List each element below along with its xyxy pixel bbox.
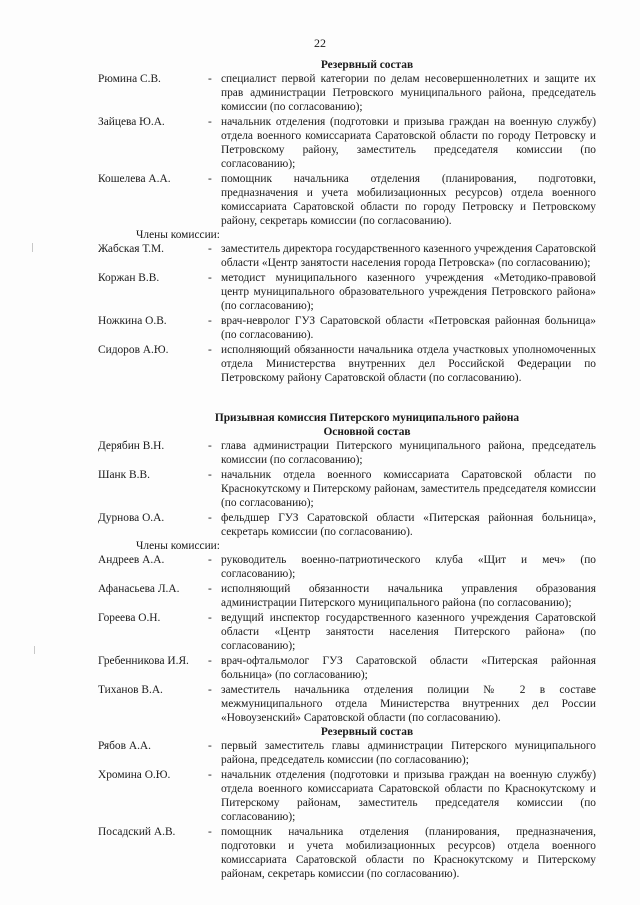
dash-separator: -: [208, 315, 212, 327]
member-position: ведущий инспектор государственного казенного учреждения Саратовской области «Центр занятости населения Питерского района» (по согласованию);: [221, 612, 596, 652]
dash-separator: -: [208, 73, 212, 85]
member-name: Кошелева А.А.: [98, 173, 171, 185]
member-position: начальник отделения (подготовки и призыва граждан на военную службу) отдела военного комиссариата Саратовской области по Краснокутскому и Питерскому районам, заместитель председателя комиссии (по согласованию);: [221, 769, 596, 823]
member-name: Гореева О.Н.: [98, 612, 161, 624]
dash-separator: -: [208, 243, 212, 255]
member-name: Жабская Т.М.: [98, 243, 164, 255]
member-name: Рюмина С.В.: [98, 73, 161, 85]
member-position: врач-невролог ГУЗ Саратовской области «Петровская районная больница» (по согласованию).: [221, 315, 596, 341]
member-name: Коржан В.В.: [98, 272, 160, 284]
member-name: Тиханов В.А.: [98, 684, 163, 696]
commission-member-row: [98, 611, 596, 653]
commission-member-row: [98, 72, 596, 114]
member-position: начальник отделения (подготовки и призыва граждан на военную службу) отдела военного комиссариата Саратовской области по городу Петровску и Петровскому району, заместитель председателя комиссии (по согласованию);: [221, 116, 596, 170]
commission-member-row: [98, 343, 596, 385]
section-heading: Резервный состав: [320, 726, 414, 738]
dash-separator: -: [208, 612, 212, 624]
dash-separator: -: [208, 655, 212, 667]
commission-member-row: [98, 683, 596, 725]
dash-separator: -: [208, 440, 212, 452]
dash-separator: -: [208, 554, 212, 566]
commission-member-row: [98, 511, 596, 539]
dash-separator: -: [208, 272, 212, 284]
member-position: врач-офтальмолог ГУЗ Саратовской области «Питерская районная больница» (по согласованию);: [221, 655, 596, 681]
page-number: 22: [314, 36, 326, 50]
member-position: заместитель директора государственного казенного учреждения Саратовской области «Центр занятости населения города Петровска» (по согласованию);: [221, 243, 596, 269]
commission-member-row: [98, 768, 596, 824]
dash-separator: -: [208, 684, 212, 696]
section-heading: Призывная комиссия Питерского муниципального района: [214, 412, 520, 424]
member-position: фельдшер ГУЗ Саратовской области «Питерская районная больница», секретарь комиссии (по согласованию).: [221, 512, 596, 538]
member-position: первый заместитель главы администрации Питерского муниципального района, председатель комиссии (по согласованию);: [221, 740, 596, 766]
section-heading: Резервный состав: [320, 59, 414, 71]
member-name: Афанасьева Л.А.: [98, 583, 180, 595]
dash-separator: -: [208, 740, 212, 752]
member-position: методист муниципального казенного учреждения «Методико-правовой центр муниципального образовательного учреждения Петровского района» (по согласованию);: [221, 272, 596, 312]
member-position: руководитель военно-патриотического клуба «Щит и меч» (по согласованию);: [221, 554, 596, 580]
dash-separator: -: [208, 512, 212, 524]
member-position: исполняющий обязанности начальника управления образования администрации Питерского муниципального района (по согласованию);: [221, 583, 596, 609]
commission-member-row: [98, 314, 596, 342]
member-name: Дерябин В.Н.: [98, 440, 165, 452]
member-position: глава администрации Питерского муниципального района, председатель комиссии (по согласованию);: [221, 440, 596, 466]
member-name: Рябов А.А.: [98, 740, 152, 752]
commission-member-row: [98, 739, 596, 767]
member-name: Дурнова О.А.: [98, 512, 165, 524]
scan-mark: [34, 646, 35, 654]
dash-separator: -: [208, 769, 212, 781]
members-label: Члены комиссии:: [136, 229, 220, 241]
commission-member-row: [98, 654, 596, 682]
member-name: Посадский А.В.: [98, 826, 176, 838]
dash-separator: -: [208, 469, 212, 481]
member-name: Андреев А.А.: [98, 554, 165, 566]
dash-separator: -: [208, 173, 212, 185]
member-position: начальник отдела военного комиссариата Саратовской области по Краснокутскому и Питерскому районам, заместитель председателя комиссии (по согласованию);: [221, 469, 596, 509]
commission-member-row: [98, 582, 596, 610]
commission-member-row: [98, 553, 596, 581]
member-name: Хромина О.Ю.: [98, 769, 171, 781]
commission-member-row: [98, 172, 596, 228]
dash-separator: -: [208, 116, 212, 128]
member-position: заместитель начальника отделения полиции № 2 в составе межмуниципального отдела Министерства внутренних дел России «Новоузенский» Саратовской области (по согласованию).: [221, 684, 596, 724]
commission-member-row: [98, 468, 596, 510]
member-name: Гребенникова И.Я.: [98, 655, 189, 667]
member-position: помощник начальника отделения (планирования, подготовки, предназначения и учета мобилизационных ресурсов) отдела военного комиссариата Саратовской области по городу Петровску и Петровскому району, секретарь комиссии (по согласованию).: [221, 173, 596, 227]
member-position: специалист первой категории по делам несовершеннолетних и защите их прав администрации Петровского муниципального района, председатель комиссии (по согласованию);: [221, 73, 596, 113]
member-name: Ножкина О.В.: [98, 315, 167, 327]
scan-mark: [32, 243, 33, 252]
member-name: Сидоров А.Ю.: [98, 344, 169, 356]
commission-member-row: [98, 825, 596, 881]
member-name: Шанк В.В.: [98, 469, 150, 481]
dash-separator: -: [208, 583, 212, 595]
commission-member-row: [98, 115, 596, 171]
member-position: помощник начальника отделения (планирования, предназначения, подготовки и учета мобилизационных ресурсов) отдела военного комиссариата Саратовской области по Краснокутскому и Питерскому районам, секретарь комиссии (по согласованию).: [221, 826, 596, 880]
commission-member-row: [98, 439, 596, 467]
document-body: [98, 58, 596, 881]
section-spacer: [98, 385, 596, 411]
member-name: Зайцева Ю.А.: [98, 116, 165, 128]
commission-member-row: [98, 242, 596, 270]
section-heading: Основной состав: [323, 426, 411, 438]
members-label: Члены комиссии:: [136, 540, 220, 552]
member-position: исполняющий обязанности начальника отдела участковых уполномоченных отдела Министерства внутренних дел Российской Федерации по Петровскому району Саратовской области (по согласованию).: [221, 344, 596, 384]
dash-separator: -: [208, 826, 212, 838]
dash-separator: -: [208, 344, 212, 356]
commission-member-row: [98, 271, 596, 313]
